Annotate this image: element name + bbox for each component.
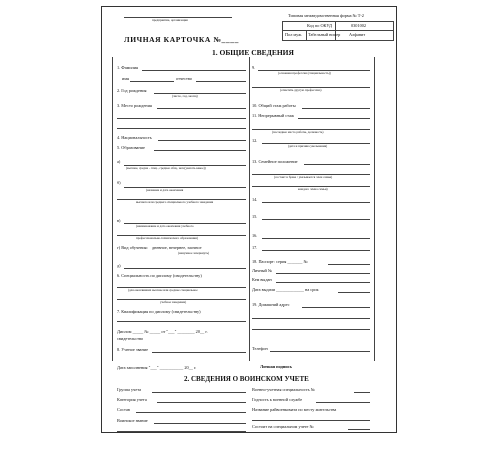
education-label: 5. Образование [117,145,145,150]
education-b: б) [117,180,121,185]
personal-number-label: Личный № [252,268,273,273]
specialty-label: 6. Специальность по диплому (свидетельству) [117,273,202,278]
academic-title-label: 8. Ученое звание [117,347,148,352]
field-9-caption: (основная профессия (специальность)) [278,71,331,75]
total-experience-label: 10. Общий стаж работы [252,103,296,108]
military-left-2: Категория учета [117,397,147,402]
education-a: а) [117,159,121,164]
sex-label: Пол муж. [285,32,303,37]
specialty-caption2: учебное заведение) [160,300,187,304]
tab-number-label: Табельный номер [308,32,341,37]
field-11-caption: (последнее место работы, должность) [272,130,324,134]
study-form-value: дневное, вечернее, заочное [152,245,202,250]
specialty-caption: (для окончивших высшее или среднее специальное [128,288,198,292]
nationality-label: 4. Национальность [117,135,152,140]
education-a-caption: (высшее, средне - спец., среднее общ., неп.(указать какое)) [126,166,206,170]
alphabet-label: Алфавит [349,32,366,37]
military-left-3: Состав [117,407,130,412]
education-b-caption: (название и дата окончания [146,188,184,192]
passport-label: 18. Паспорт: серия _______ № [252,259,308,264]
issue-date-label: Дата выдачи _____________ на срок [252,287,319,292]
education-v: в) [117,218,121,223]
education-d: д) [117,263,121,268]
certificate-label: свидетельство [117,336,144,341]
phone-label: Телефон [252,346,268,351]
card-title: ЛИЧНАЯ КАРТОЧКА №____ [124,35,239,44]
issued-by-label: Кем выдан [252,277,272,282]
org-caption: предприятие, организация [152,18,188,22]
field-14: 14. [252,197,258,202]
surname-label: 1. Фамилия [117,65,139,70]
military-left-4: Воинское звание [117,418,148,423]
form-caption: Типовая межведомственная форма № Т-2 [288,13,364,18]
section2-title: 2. СВЕДЕНИЯ О ВОИНСКОМ УЧЕТЕ [184,375,309,383]
qualification-label: 7. Квалификация по диплому (свидетельству) [117,309,201,314]
field-15: 15. [252,214,258,219]
continuous-experience-label: 11. Непрерывный стаж [252,113,294,118]
code-value: 0301002 [351,23,367,28]
education-v-caption2: профессионально-технического образования) [136,236,198,240]
field-13-caption: (состоит в браке / указывается член семьи) [274,175,333,179]
education-v-caption: (наименование и дата окончания учебного [136,224,194,228]
patronymic-label: отчество [176,76,193,81]
field-17: 17. [252,245,258,250]
field-9: 9. [252,65,256,70]
military-left-1: Группа учета [117,387,142,392]
field-9-caption2: (отметить другую профессию) [280,88,322,92]
military-right-2: Годность к военной службе [252,397,303,402]
fill-date: Дата заполнения "___" ___________ 20__ г. [117,365,197,370]
birth-year-caption: (число, год, месяц) [172,94,198,98]
code-table [282,21,394,41]
field-13-caption2: каждого члена семьи) [298,187,328,191]
signature-label: Личная подпись [260,364,292,369]
birth-year-label: 2. Год рождения [117,88,147,93]
diploma-line: Диплом _____ № _____ от "___" ________ 20__ г. [117,329,208,334]
military-right-3: Название райвоенкомата по месту жительства [252,407,337,412]
field-12-caption: (дата и причина увольнения) [288,144,328,148]
study-form-caption: (ненужное зачеркнуть) [178,251,210,255]
field-12: 12. [252,138,258,143]
section1-title: 1. ОБЩИЕ СВЕДЕНИЯ [212,48,294,57]
education-b-caption2: высшего или среднего специального учебного заведения [136,200,214,204]
birthplace-label: 3. Место рождения [117,103,152,108]
field-16: 16. [252,233,258,238]
name-label: имя [122,76,129,81]
military-right-1: Военно-учетная специальность № [252,387,315,392]
military-right-4: Состоит на специальном учете № [252,424,314,429]
personal-card-sheet [101,6,397,433]
code-label: Код по ОКУД [307,23,332,28]
home-address-label: 19. Домашний адрес [252,302,290,307]
study-form-label: г) Вид обучения: [117,245,148,250]
family-status-label: 13. Семейное положение [252,159,298,164]
